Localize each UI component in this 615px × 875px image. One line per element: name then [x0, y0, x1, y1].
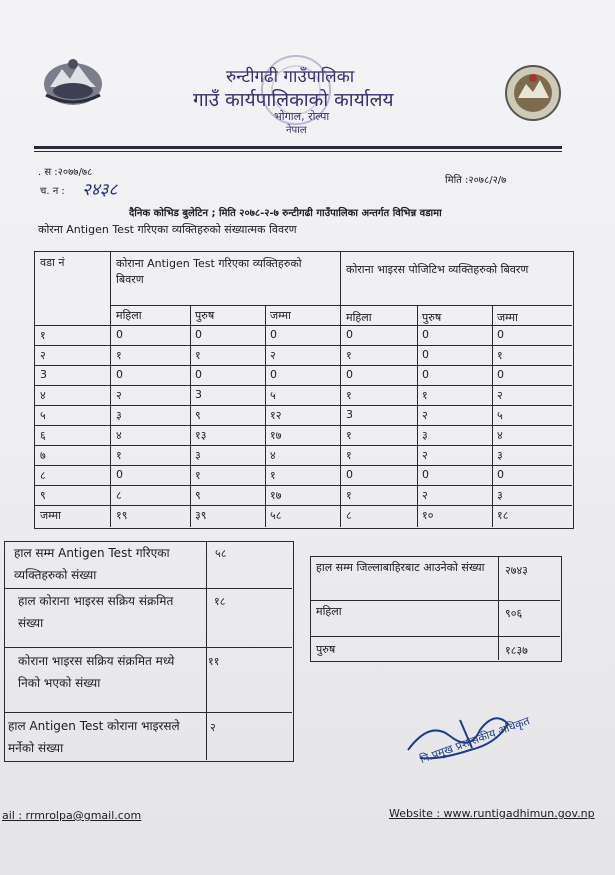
summary-right-label: पुरुष [316, 643, 336, 656]
table-cell: २ [270, 349, 276, 362]
table-cell: 0 [116, 328, 123, 341]
office-seal-icon [256, 50, 336, 130]
summary-right-value: ९०६ [505, 607, 523, 620]
footer-email[interactable]: ail : rrmrolpa@gmail.com [2, 809, 142, 822]
table-cell: २ [422, 409, 428, 422]
subheader-cell: पुरुष [422, 311, 442, 324]
summary-left-label: हाल Antigen Test कोराना भाइरसले मर्नेको संख्या [8, 719, 180, 755]
table-cell: 3 [195, 388, 202, 401]
table-cell: 0 [346, 328, 353, 341]
summary-right-label: महिला [316, 605, 342, 618]
table-cell: १ [497, 349, 503, 362]
table-cell: ४ [116, 429, 122, 442]
summary-left-label: कोराना भाइरस सक्रिय संक्रमित मध्ये निको भएको संख्या [18, 654, 175, 690]
table-cell: १७ [270, 429, 282, 442]
table-cell: २ [422, 449, 428, 462]
table-cell: १२ [270, 409, 282, 422]
table-cell: ४ [497, 429, 503, 442]
table-cell: ५८ [270, 509, 282, 522]
table-cell: १३ [195, 429, 207, 442]
ward-number-cell: ४ [40, 389, 46, 402]
summary-left-value: २ [210, 721, 216, 734]
ward-number-cell: ६ [40, 429, 46, 442]
letterhead-line4: नेपाल [286, 125, 307, 136]
table-cell: १ [270, 469, 276, 482]
letterhead-line2: गाउँ कार्यपालिकाको कार्यालय [193, 89, 394, 111]
table-cell: १ [422, 389, 428, 402]
table-cell: १० [422, 509, 434, 522]
ward-number-cell: 3 [40, 368, 47, 381]
table-cell: 0 [497, 368, 504, 381]
table-cell: ३ [195, 449, 201, 462]
table-cell: १ [346, 489, 352, 502]
letterhead-line1: रुन्टीगढी गाउँपालिका [226, 67, 355, 87]
table-cell: ४ [270, 449, 276, 462]
table-cell: ३ [497, 449, 503, 462]
col-group-positive: कोराना भाइरस पोजिटिभ व्यक्तिहरुको बिवरण [346, 263, 529, 276]
table-cell: 0 [195, 328, 202, 341]
table-cell: 0 [422, 468, 429, 481]
table-cell: ५ [497, 409, 503, 422]
table-cell: १ [116, 449, 122, 462]
header-rule-thin [34, 151, 562, 152]
table-cell: 0 [116, 368, 123, 381]
table-cell: 0 [422, 328, 429, 341]
bulletin-title-line1: दैनिक कोभिड बुलेटिन ; मिति २०७८-२-७ रुन्टीगढी गाउँपालिका अन्तर्गत विभिन्न वडामा [129, 208, 442, 219]
ward-number-cell: जम्मा [40, 509, 61, 522]
table-cell: २ [497, 389, 503, 402]
table-cell: 0 [497, 328, 504, 341]
letterhead-line3: भोगाल, रोल्पा [274, 110, 330, 123]
col-header-ward: वडा नं [40, 256, 65, 269]
table-cell: ८ [346, 509, 352, 522]
table-cell: ३ [422, 429, 428, 442]
ward-number-cell: १ [40, 329, 46, 342]
table-cell: ३९ [195, 509, 207, 522]
table-cell: ८ [116, 489, 122, 502]
table-cell: १ [116, 349, 122, 362]
table-cell: १ [346, 429, 352, 442]
table-cell: 3 [346, 408, 353, 421]
table-cell: 0 [346, 468, 353, 481]
subheader-cell: पुरुष [195, 309, 215, 322]
table-cell: 0 [422, 368, 429, 381]
summary-right-value: १८३७ [505, 644, 528, 657]
table-cell: १ [195, 469, 201, 482]
col-group-antigen: कोराना Antigen Test गरिएका व्यक्तिहरुको बिवरण [116, 257, 302, 286]
header-rule [34, 146, 562, 149]
table-cell: ३ [116, 409, 122, 422]
table-cell: २ [116, 389, 122, 402]
table-cell: १ [195, 349, 201, 362]
table-cell: ९ [195, 409, 201, 422]
signatory-title: नि.प्रमुख प्रशासकीय अधिकृत [418, 714, 532, 767]
patra-sankhya: . स :२०७७/७८ [38, 167, 93, 178]
table-cell: 0 [270, 368, 277, 381]
ward-number-cell: ५ [40, 409, 46, 422]
table-cell: 0 [497, 468, 504, 481]
document-date: मिति :२०७८/२/७ [445, 175, 507, 186]
summary-right-value: २७४३ [505, 564, 528, 577]
table-cell: 0 [270, 328, 277, 341]
ward-number-cell: ९ [40, 489, 46, 502]
table-cell: १ [346, 389, 352, 402]
footer-website[interactable]: Website : www.runtigadhimun.gov.np [389, 807, 595, 820]
table-cell: २ [422, 489, 428, 502]
nepal-emblem-icon [40, 55, 106, 109]
summary-left-value: ११ [208, 655, 220, 668]
subheader-cell: जम्मा [497, 311, 518, 324]
summary-right-label: हाल सम्म जिल्लाबाहिरबाट आउनेको संख्या [316, 561, 485, 574]
table-cell: ५ [270, 389, 276, 402]
summary-left-value: १८ [214, 595, 226, 608]
subheader-cell: महिला [116, 309, 142, 322]
subheader-cell: महिला [346, 311, 372, 324]
table-cell: 0 [116, 468, 123, 481]
ward-number-cell: ८ [40, 469, 46, 482]
table-cell: १ [346, 449, 352, 462]
chalani-number: २४३८ [82, 180, 118, 200]
summary-left-label: हाल सम्म Antigen Test गरिएका व्यक्तिहरुको संख्या [14, 546, 170, 582]
subheader-cell: जम्मा [270, 309, 291, 322]
ward-number-cell: २ [40, 349, 46, 362]
ward-number-cell: ७ [40, 449, 46, 462]
municipality-logo-icon [504, 64, 562, 122]
chalani-label: च. न : [40, 186, 65, 197]
table-cell: १८ [497, 509, 509, 522]
table-cell: १ [346, 349, 352, 362]
summary-left-label: हाल कोराना भाइरस सक्रिय संक्रमित संख्या [18, 594, 174, 630]
summary-left-value: ५८ [215, 547, 227, 560]
table-cell: ९ [195, 489, 201, 502]
table-cell: 0 [346, 368, 353, 381]
table-cell: १७ [270, 489, 282, 502]
table-cell: 0 [195, 368, 202, 381]
bulletin-title-line2: कोरना Antigen Test गरिएका व्यक्तिहरुको संख्यात्मक विवरण [38, 223, 297, 236]
table-cell: ३ [497, 489, 503, 502]
table-cell: १९ [116, 509, 128, 522]
table-cell: 0 [422, 348, 429, 361]
